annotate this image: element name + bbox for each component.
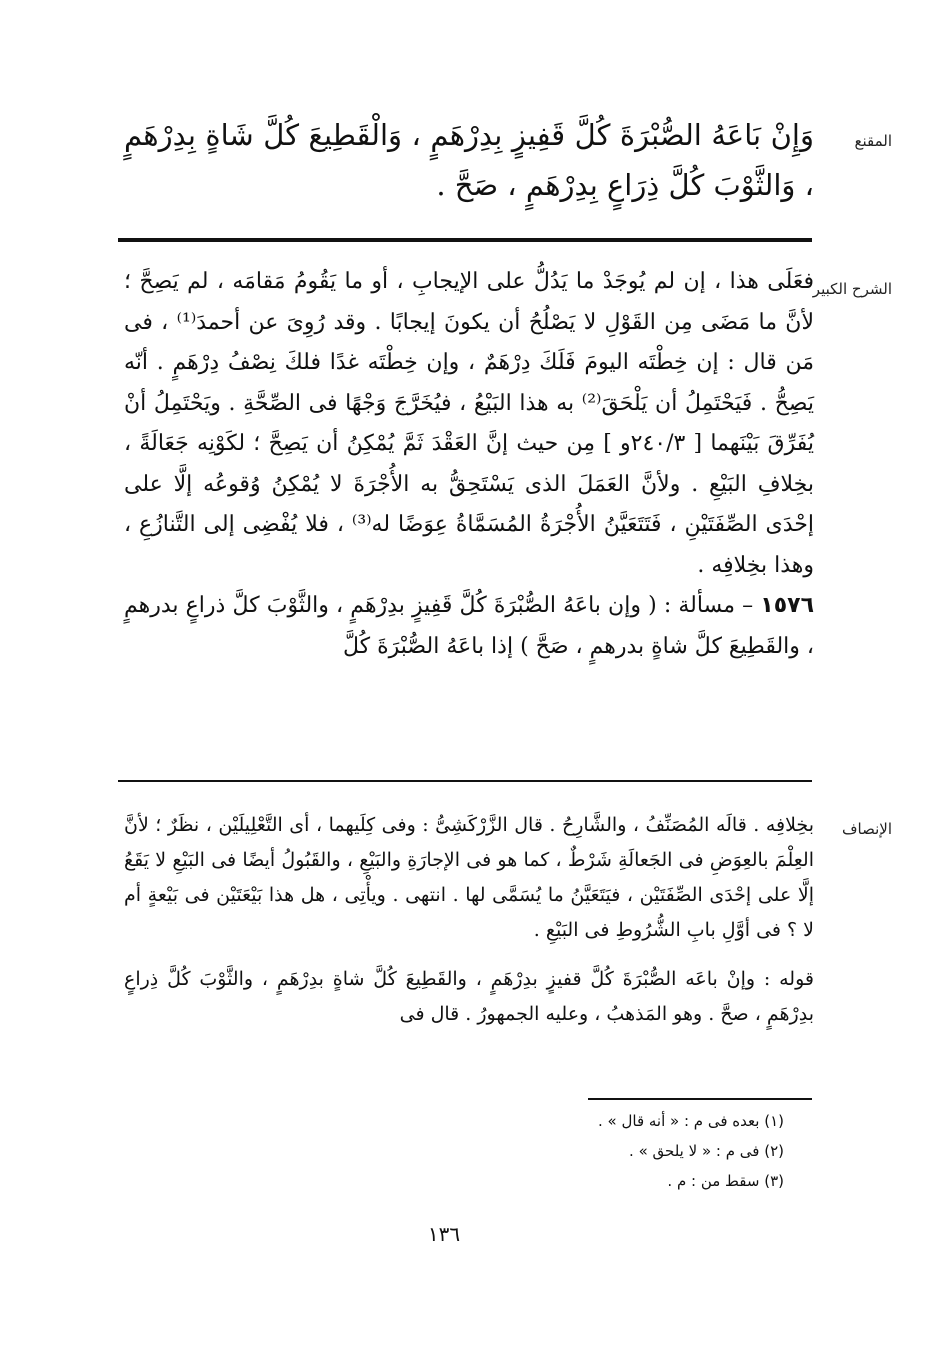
sharh-paragraph: فعَلَى هذا ، إن لم يُوجَدْ ما يَدُلُّ على الإيجابِ ، أو ما يَقُومُ مَقامَه ، لم يَصِحَّ ؛ لأنَّ ما مَضَى مِن القَوْلِ لا يَصْلُحُ أن يكونَ إيجابًا . وقد رُوِىَ عن أحمدَ⁽¹⁾ ، فى مَن قال : إن خِطْتَه اليومَ فَلَكَ دِرْهَمٌ ، وإن خِطْتَه غدًا فلكَ نِصْفُ دِرْهَمٍ . أنّه يَصِحُّ . فَيَحْتَمِلُ أن يَلْحَقَ⁽²⁾ به هذا البَيْعُ ، فيُخَرَّجَ وَجْهًا فى الصِّحَّةِ . ويَحْتَمِلُ أنْ يُفَرِّقَ بَيْنَهما [ ٢٤٠/٣و ] مِن حيث إنَّ العَقْدَ ثَمَّ يُمْكِنُ أن يَصِحَّ ؛ لكَوْنِه جَعَالَةً ، بخِلافِ البَيْعِ . ولأنَّ العَمَلَ الذى يَسْتَحِقُّ به الأُجْرَةَ لا يُمْكِنُ وُقوعُه إلَّا على إحْدَى الصِّفَتَيْنِ ، فَتَتَعَيَّنُ الأُجْرَةُ المُسَمَّاةُ عِوَضًا له⁽³⁾ ، فلا يُفْضِى إلى التَّنازُعِ ، وهذا بخِلافِه .	[124, 269, 815, 578]
sharh-text-block	[124, 262, 814, 667]
insaf-qawluh-paragraph: قوله : وإنْ باعَه الصُّبْرَةَ كُلَّ قفيزٍ بدِرْهَمٍ ، والقَطِيعَ كُلَّ شاةٍ بدِرْهَمٍ ، والثَّوْبَ كُلَّ ذِراعٍ بدِرْهَمٍ ، صحَّ . وهو المَذهبُ ، وعليه الجمهورُ . قال فى	[124, 968, 814, 1025]
masala-paragraph	[124, 586, 814, 667]
footnotes	[364, 1106, 784, 1196]
insaf-label: الإنصاف	[841, 820, 892, 838]
sharh-label: الشرح الكبير	[812, 280, 892, 298]
footnote-3: (٣) سقط من : م .	[667, 1172, 784, 1190]
muqni-label: المقنع	[854, 132, 892, 150]
thin-divider	[118, 780, 812, 782]
insaf-text-block	[124, 808, 814, 1032]
masala-text: – مسألة : ( وإن باعَهُ الصُّبْرَةَ كُلَّ قَفِيزٍ بدِرْهَمٍ ، والثَّوْبَ كلَّ ذراعٍ بدرهمٍ ، والقَطِيعَ كلَّ شاةٍ بدرهمٍ ، صَحَّ ) إذا باعَهُ الصُّبْرَةَ كُلَّ	[124, 593, 814, 659]
footnote-1: (١) بعده فى م : « أنه قال » .	[598, 1112, 784, 1130]
masala-number: ١٥٧٦	[760, 593, 814, 618]
footnote-divider	[588, 1098, 812, 1100]
footnote-2: (٢) فى م : « لا يلحق » .	[629, 1142, 784, 1160]
muqni-text: وَإِنْ بَاعَهُ الصُّبْرَةَ كُلَّ قَفِيزٍ بِدِرْهَمٍ ، وَالْقَطِيعَ كُلَّ شَاةٍ بِدِرْهَمٍ ، وَالثَّوْبَ كُلَّ ذِرَاعٍ بِدِرْهَمٍ ، صَحَّ .	[124, 118, 814, 202]
thick-divider	[118, 238, 812, 242]
muqni-text-block	[124, 110, 814, 210]
page-number: ١٣٦	[427, 1222, 461, 1246]
insaf-paragraph: بخِلافِه . قالَه المُصَنِّفُ ، والشَّارِحُ . قال الزَّرْكَشِىُّ : وفى كِلَيهما ، أى التَّعْلِيلَيْن ، نظَرٌ ؛ لأنَّ العِلْمَ بالعِوَضِ فى الجَعالَةِ شَرْطٌ ، كما هو فى الإجارَةِ والبَيْعِ ، والقَبُولُ أيضًا فى البَيْعِ لا يَقَعُ إلَّا على إحْدَى الصِّفَتَيْن ، فيَتَعَيَّنُ ما يُسَمَّى لها . انتهى . ويأْتِى ، هل هذا بَيْعَتَيْن فى بَيْعةٍ أم لا ؟ فى أوَّلِ بابِ الشُّرُوطِ فى البَيْعِ .	[124, 814, 814, 941]
